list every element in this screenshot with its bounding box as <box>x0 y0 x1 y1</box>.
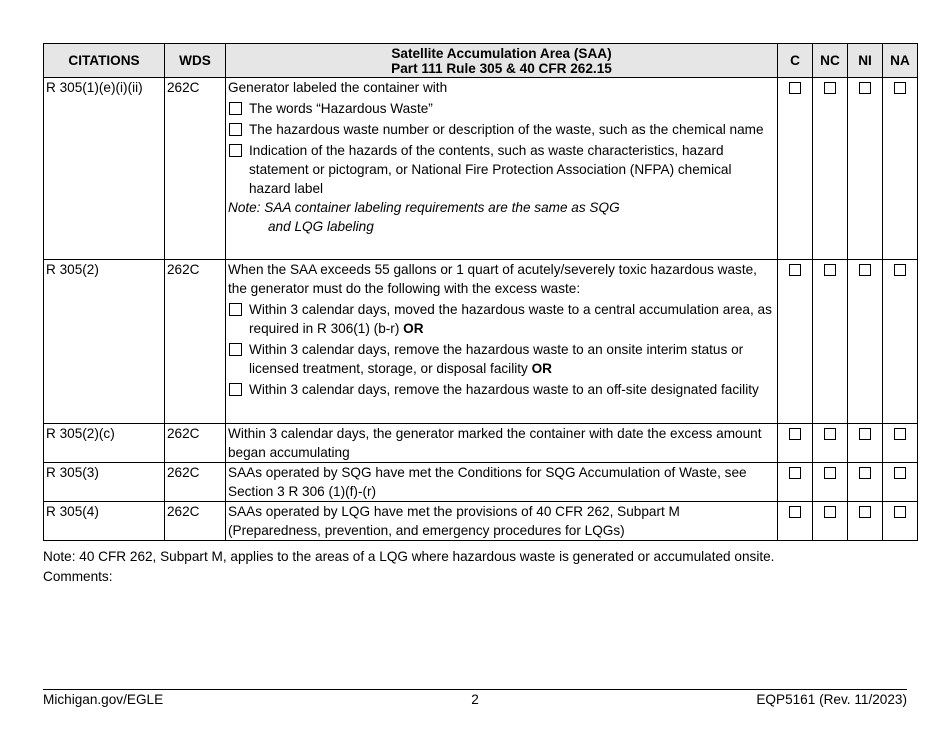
wds-cell: 262C <box>165 78 226 260</box>
option-checkbox[interactable] <box>229 123 242 136</box>
header-title-line2: Part 111 Rule 305 & 40 CFR 262.15 <box>391 60 612 76</box>
footer-website: Michigan.gov/EGLE <box>43 692 164 707</box>
citation-cell: R 305(1)(e)(i)(ii) <box>44 78 165 260</box>
footer-page-number: 2 <box>471 692 479 707</box>
nc-checkbox[interactable] <box>824 467 836 479</box>
c-cell <box>778 424 813 463</box>
option-text: Within 3 calendar days, moved the hazardous waste to a central accumulation area, as required in R 306(1) (b-r) <box>249 302 772 336</box>
option-checkbox[interactable] <box>229 144 242 157</box>
na-cell <box>883 463 918 502</box>
na-checkbox[interactable] <box>894 82 906 94</box>
option-checkbox[interactable] <box>229 343 242 356</box>
requirement-intro: Generator labeled the container with <box>228 80 448 95</box>
notes-section <box>43 547 917 587</box>
table-row <box>44 502 918 541</box>
c-cell <box>778 78 813 260</box>
header-nc: NC <box>813 44 848 78</box>
citation-cell: R 305(2)(c) <box>44 424 165 463</box>
option-item <box>228 380 775 399</box>
ni-checkbox[interactable] <box>859 82 871 94</box>
requirement-cell: SAAs operated by LQG have met the provisions of 40 CFR 262, Subpart M (Preparedness, prevention, and emergency procedures for LQGs) <box>226 502 778 541</box>
note-line2: and LQG labeling <box>268 219 374 234</box>
nc-cell <box>813 260 848 424</box>
wds-cell: 262C <box>165 502 226 541</box>
nc-checkbox[interactable] <box>824 506 836 518</box>
saa-checklist-table <box>43 43 918 541</box>
ni-checkbox[interactable] <box>859 428 871 440</box>
ni-cell <box>848 502 883 541</box>
header-title-line1: Satellite Accumulation Area (SAA) <box>391 45 612 61</box>
or-label: OR <box>403 321 424 336</box>
header-title <box>226 44 778 78</box>
nc-cell <box>813 424 848 463</box>
wds-cell: 262C <box>165 424 226 463</box>
option-checkbox[interactable] <box>229 102 242 115</box>
requirement-cell: Within 3 calendar days, the generator marked the container with date the excess amount began accumulating <box>226 424 778 463</box>
na-checkbox[interactable] <box>894 428 906 440</box>
ni-cell <box>848 78 883 260</box>
option-text: The words “Hazardous Waste” <box>249 101 433 116</box>
header-wds: WDS <box>165 44 226 78</box>
ni-checkbox[interactable] <box>859 506 871 518</box>
table-row <box>44 424 918 463</box>
citation-cell: R 305(2) <box>44 260 165 424</box>
option-text: Within 3 calendar days, remove the hazardous waste to an onsite interim status or licensed treatment, storage, or disposal facility <box>249 342 744 376</box>
c-checkbox[interactable] <box>789 264 801 276</box>
header-ni: NI <box>848 44 883 78</box>
subpart-m-note: Note: 40 CFR 262, Subpart M, applies to the areas of a LQG where hazardous waste is generated or accumulated onsite. <box>43 549 775 564</box>
requirement-cell <box>226 78 778 260</box>
header-c: C <box>778 44 813 78</box>
wds-cell: 262C <box>165 463 226 502</box>
requirement-cell: SAAs operated by SQG have met the Conditions for SQG Accumulation of Waste, see Section 3 R 306 (1)(f)-(r) <box>226 463 778 502</box>
na-cell <box>883 78 918 260</box>
table-header-row <box>44 44 918 78</box>
na-cell <box>883 502 918 541</box>
footer-form-number: EQP5161 (Rev. 11/2023) <box>756 692 907 707</box>
option-item <box>228 99 775 118</box>
option-item <box>228 120 775 139</box>
option-text: Within 3 calendar days, remove the hazardous waste to an off-site designated facility <box>249 382 759 397</box>
nc-cell <box>813 78 848 260</box>
option-checkbox[interactable] <box>229 303 242 316</box>
table-row <box>44 463 918 502</box>
citation-cell: R 305(3) <box>44 463 165 502</box>
na-checkbox[interactable] <box>894 264 906 276</box>
nc-checkbox[interactable] <box>824 264 836 276</box>
nc-cell <box>813 502 848 541</box>
or-label: OR <box>531 361 552 376</box>
na-checkbox[interactable] <box>894 467 906 479</box>
c-cell <box>778 260 813 424</box>
c-cell <box>778 463 813 502</box>
nc-checkbox[interactable] <box>824 428 836 440</box>
ni-checkbox[interactable] <box>859 467 871 479</box>
ni-cell <box>848 463 883 502</box>
header-na: NA <box>883 44 918 78</box>
option-item <box>228 300 775 338</box>
option-text: Indication of the hazards of the contents, such as waste characteristics, hazard statement or pictogram, or National Fire Protection Association (NFPA) chemical hazard label <box>249 143 732 196</box>
na-cell <box>883 260 918 424</box>
requirement-cell <box>226 260 778 424</box>
na-checkbox[interactable] <box>894 506 906 518</box>
comments-label: Comments: <box>43 569 113 584</box>
citation-cell: R 305(4) <box>44 502 165 541</box>
c-checkbox[interactable] <box>789 467 801 479</box>
table-row <box>44 78 918 260</box>
option-text: The hazardous waste number or description of the waste, such as the chemical name <box>249 122 764 137</box>
header-citations: CITATIONS <box>44 44 165 78</box>
page-footer <box>43 689 907 712</box>
requirement-note <box>228 198 775 236</box>
wds-cell: 262C <box>165 260 226 424</box>
option-checkbox[interactable] <box>229 383 242 396</box>
c-checkbox[interactable] <box>789 82 801 94</box>
c-checkbox[interactable] <box>789 428 801 440</box>
ni-cell <box>848 260 883 424</box>
table-row <box>44 260 918 424</box>
nc-cell <box>813 463 848 502</box>
c-cell <box>778 502 813 541</box>
option-item <box>228 141 775 198</box>
option-item <box>228 340 775 378</box>
na-cell <box>883 424 918 463</box>
requirement-intro: When the SAA exceeds 55 gallons or 1 quart of acutely/severely toxic hazardous waste, the generator must do the following with the excess waste: <box>228 262 757 296</box>
note-line1: Note: SAA container labeling requirements are the same as SQG <box>228 200 620 215</box>
ni-cell <box>848 424 883 463</box>
c-checkbox[interactable] <box>789 506 801 518</box>
nc-checkbox[interactable] <box>824 82 836 94</box>
ni-checkbox[interactable] <box>859 264 871 276</box>
